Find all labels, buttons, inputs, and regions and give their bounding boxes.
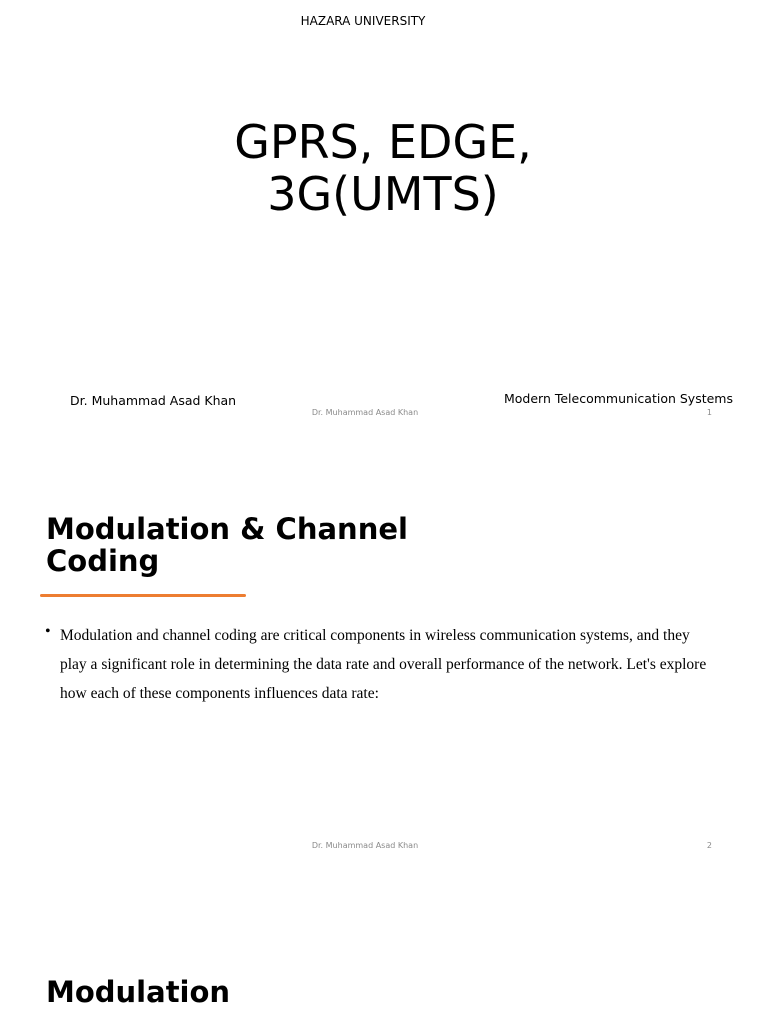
author-name: Dr. Muhammad Asad Khan	[70, 393, 237, 408]
bullet-text: Modulation and channel coding are critical components in wireless communication systems, and they play a significant role in determining the data rate and overall performance of the network. Let's explore how each of these components influences data rate:	[60, 627, 707, 702]
slide-footer: Dr. Muhammad Asad Khan	[311, 841, 419, 850]
bullet-marker: •	[45, 623, 51, 640]
course-name: Modern Telecommunication Systems	[503, 391, 733, 406]
presentation-title	[0, 116, 766, 220]
title-line-2: 3G(UMTS)	[267, 167, 499, 221]
slide-3	[0, 866, 768, 1024]
slide-footer: Dr. Muhammad Asad Khan	[311, 408, 419, 417]
slide-1	[0, 0, 768, 430]
heading-line-1: Modulation & Channel	[46, 512, 408, 546]
heading-line-2: Coding	[46, 544, 160, 578]
title-line-1: GPRS, EDGE,	[234, 115, 532, 169]
university-header: HAZARA UNIVERSITY	[300, 14, 426, 28]
slide-number: 2	[706, 841, 712, 850]
slide-2	[0, 433, 768, 863]
slide-number: 1	[706, 408, 712, 417]
slide-heading: Modulation	[46, 975, 231, 1009]
slide-heading	[46, 513, 408, 577]
heading-underline	[40, 594, 246, 597]
